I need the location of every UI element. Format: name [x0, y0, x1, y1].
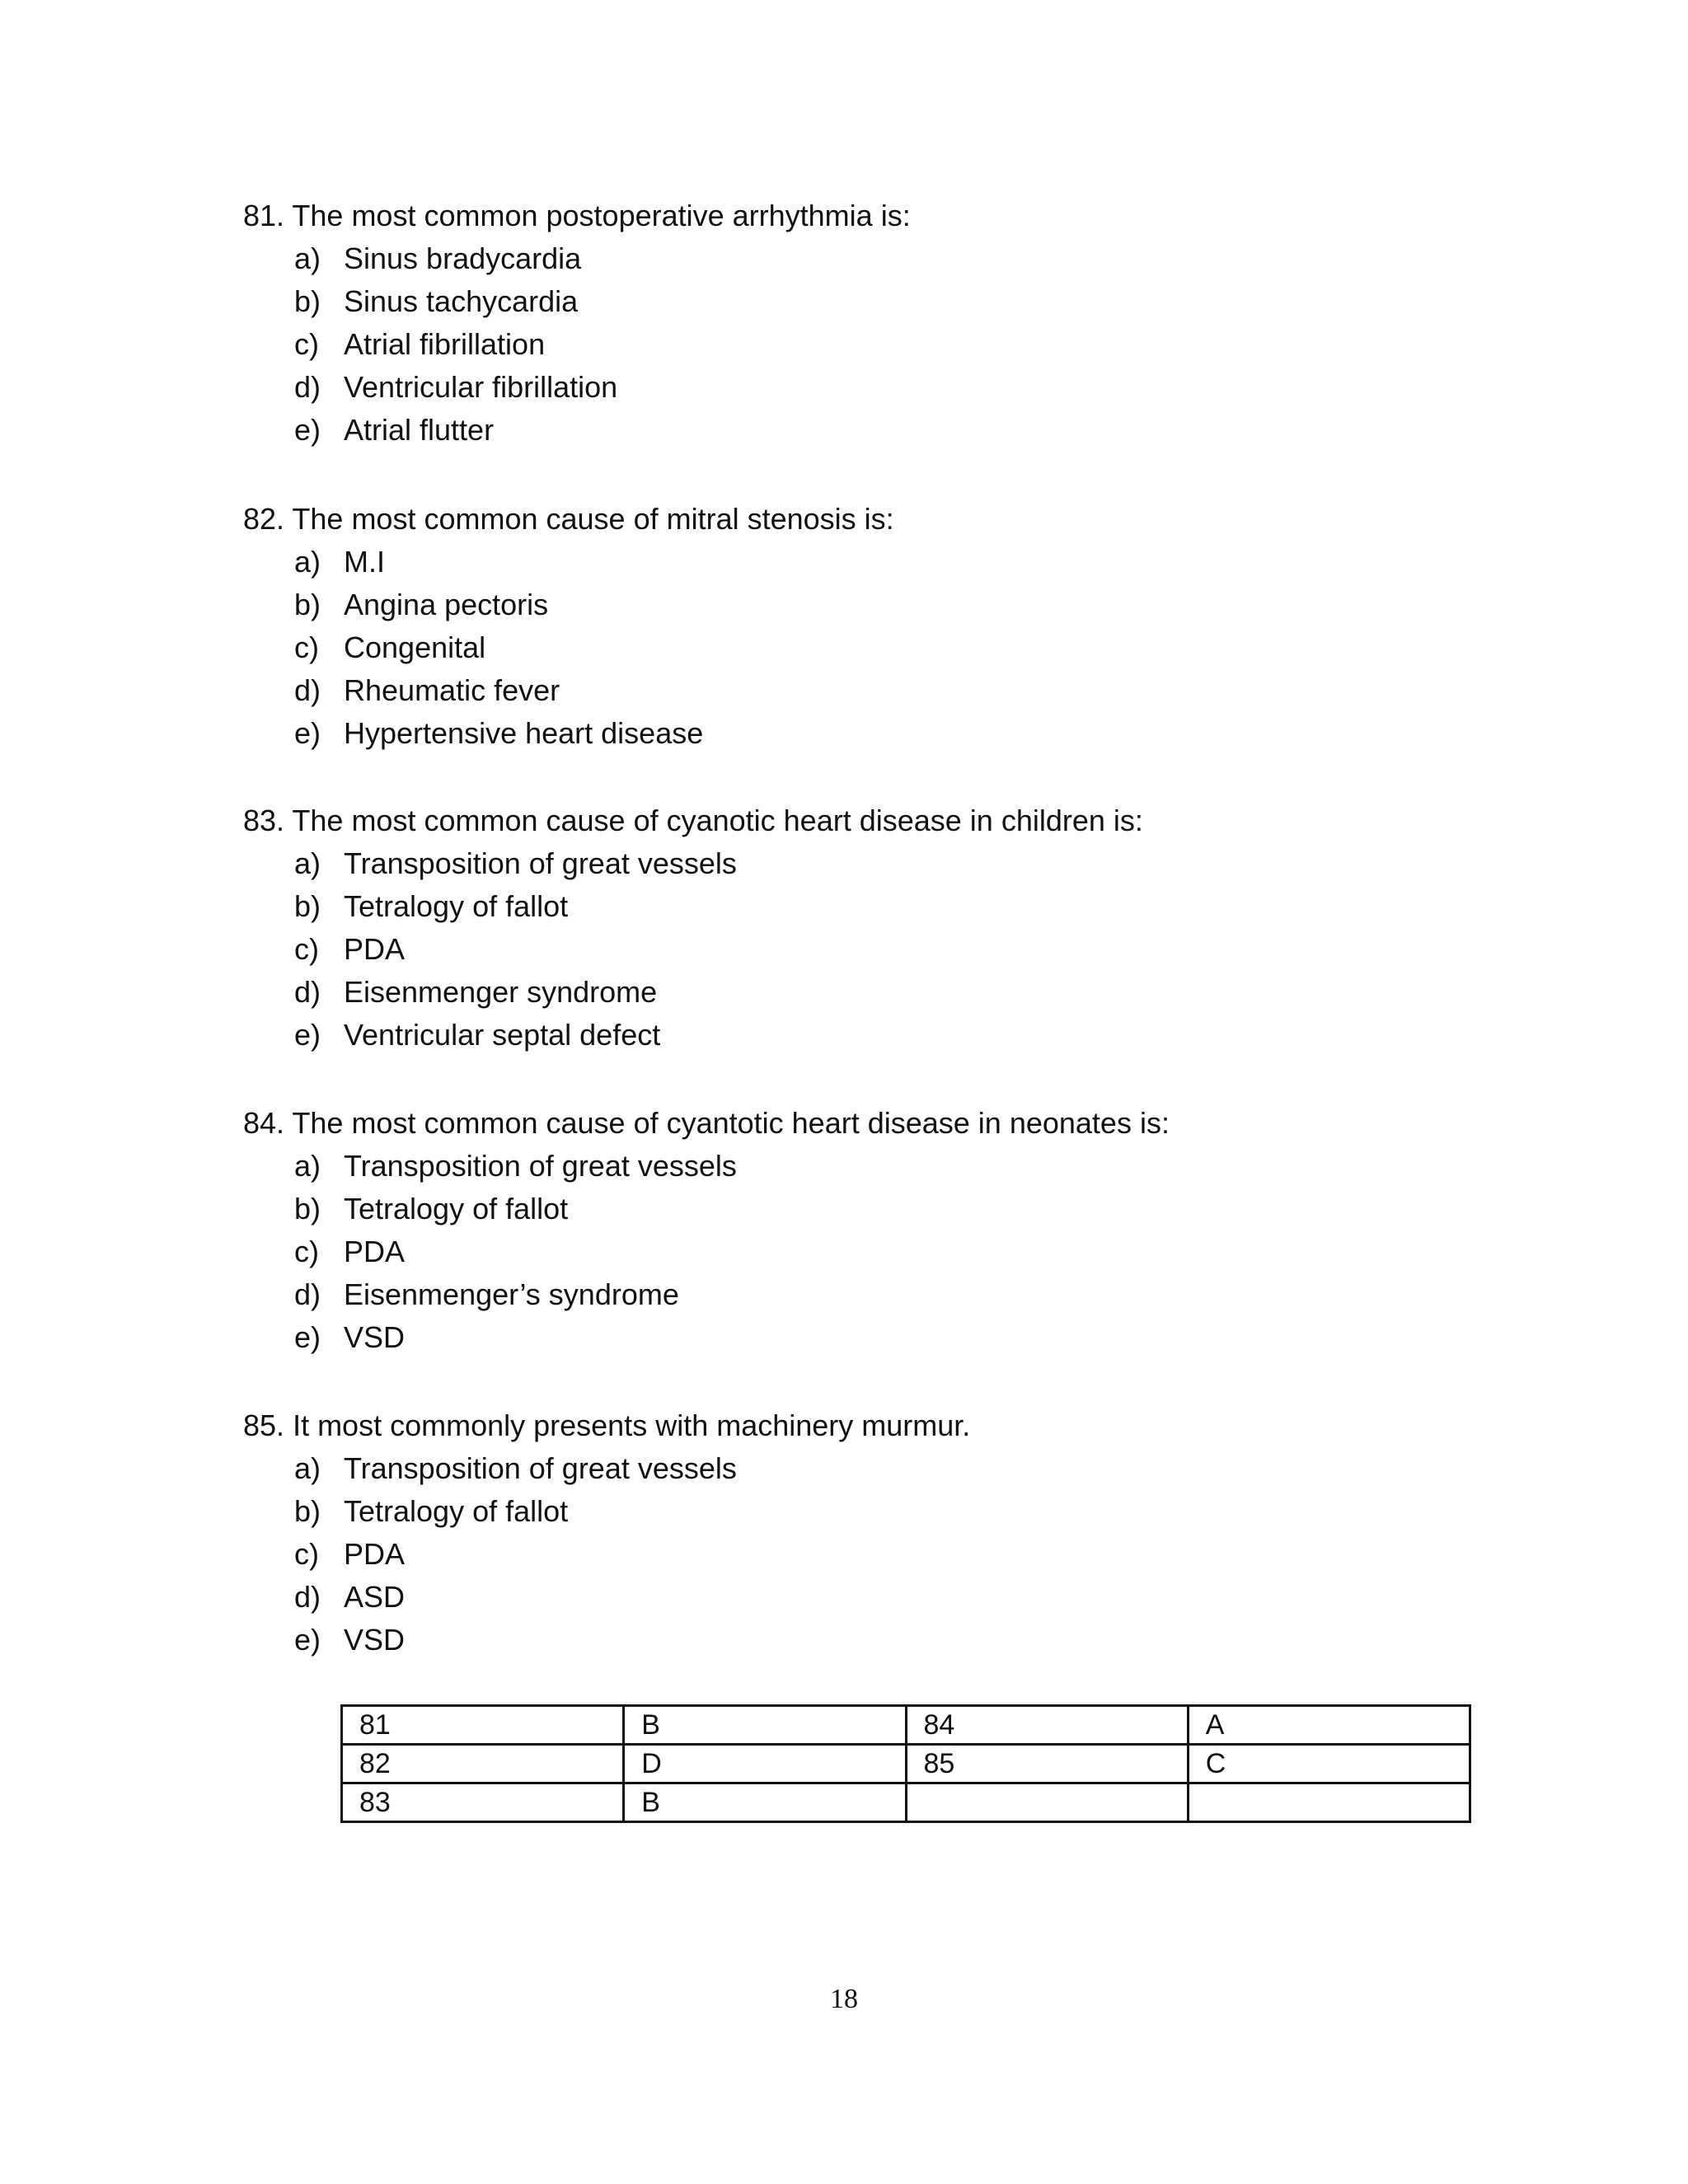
question-number: 81. — [243, 199, 285, 232]
option-letter: d) — [294, 975, 321, 1009]
option-text: Sinus tachycardia — [344, 284, 579, 318]
option-list — [243, 237, 1479, 452]
table-row — [342, 1706, 1470, 1745]
option-letter: b) — [294, 1494, 321, 1528]
option-b — [243, 1490, 1479, 1533]
table-cell: 84 — [906, 1706, 1188, 1745]
option-a — [243, 842, 1479, 885]
option-a — [243, 1447, 1479, 1490]
option-text: M.I — [344, 545, 385, 579]
option-b — [243, 885, 1479, 928]
question-stem — [243, 799, 1479, 842]
question-number: 82. — [243, 502, 285, 536]
question-82 — [243, 498, 1479, 755]
question-text: The most common cause of cyantotic heart disease in neonates is: — [292, 1106, 1170, 1140]
option-text: PDA — [344, 1235, 406, 1268]
option-text: Tetralogy of fallot — [344, 889, 569, 923]
option-letter: e) — [294, 1320, 321, 1354]
option-e — [243, 1316, 1479, 1359]
question-stem — [243, 498, 1479, 541]
option-text: Eisenmenger syndrome — [344, 975, 658, 1009]
option-text: VSD — [344, 1623, 406, 1657]
table-cell: 85 — [906, 1745, 1188, 1783]
option-text: Ventricular fibrillation — [344, 370, 618, 404]
option-d — [243, 669, 1479, 712]
option-list — [243, 842, 1479, 1057]
option-text: Tetralogy of fallot — [344, 1192, 569, 1226]
question-85 — [243, 1404, 1479, 1661]
table-row — [342, 1783, 1470, 1822]
option-letter: a) — [294, 846, 321, 880]
option-letter: c) — [294, 327, 319, 361]
question-stem — [243, 1404, 1479, 1447]
option-letter: d) — [294, 370, 321, 404]
option-text: Transposition of great vessels — [344, 1149, 737, 1183]
option-text: Transposition of great vessels — [344, 846, 737, 880]
option-list — [243, 1447, 1479, 1661]
option-letter: b) — [294, 588, 321, 621]
table-cell — [906, 1783, 1188, 1822]
option-text: Transposition of great vessels — [344, 1451, 737, 1485]
option-text: Congenital — [344, 630, 486, 664]
table-cell: 81 — [342, 1706, 624, 1745]
table-cell: A — [1188, 1706, 1470, 1745]
question-83 — [243, 799, 1479, 1057]
option-letter: e) — [294, 413, 321, 447]
table-row — [342, 1745, 1470, 1783]
option-c — [243, 928, 1479, 971]
option-letter: e) — [294, 1623, 321, 1657]
option-text: Hypertensive heart disease — [344, 716, 704, 750]
option-text: Eisenmenger’s syndrome — [344, 1277, 679, 1311]
option-d — [243, 366, 1479, 409]
option-letter: a) — [294, 1451, 321, 1485]
option-text: ASD — [344, 1580, 406, 1614]
option-letter: c) — [294, 932, 319, 966]
question-text: It most commonly presents with machinery murmur. — [293, 1408, 971, 1442]
option-letter: b) — [294, 284, 321, 318]
option-text: Angina pectoris — [344, 588, 549, 621]
question-number: 84. — [243, 1106, 285, 1140]
table-cell: C — [1188, 1745, 1470, 1783]
option-b — [243, 583, 1479, 626]
option-a — [243, 237, 1479, 280]
option-c — [243, 626, 1479, 669]
table-cell: B — [624, 1783, 906, 1822]
option-letter: e) — [294, 1018, 321, 1052]
option-d — [243, 1576, 1479, 1619]
question-number: 85. — [243, 1408, 285, 1442]
option-c — [243, 1230, 1479, 1273]
option-letter: b) — [294, 1192, 321, 1226]
option-d — [243, 1273, 1479, 1316]
option-text: Rheumatic fever — [344, 673, 560, 707]
option-e — [243, 1014, 1479, 1057]
option-letter: b) — [294, 889, 321, 923]
question-stem — [243, 194, 1479, 237]
option-b — [243, 1188, 1479, 1230]
option-d — [243, 971, 1479, 1014]
option-list — [243, 541, 1479, 755]
option-text: Atrial flutter — [344, 413, 495, 447]
table-cell: D — [624, 1745, 906, 1783]
option-letter: a) — [294, 1149, 321, 1183]
option-letter: c) — [294, 630, 319, 664]
option-text: Sinus bradycardia — [344, 241, 582, 275]
option-a — [243, 541, 1479, 583]
option-e — [243, 712, 1479, 755]
question-text: The most common cause of mitral stenosis is: — [292, 502, 894, 536]
option-letter: e) — [294, 716, 321, 750]
option-letter: d) — [294, 1580, 321, 1614]
option-c — [243, 323, 1479, 366]
option-letter: a) — [294, 241, 321, 275]
table-cell: B — [624, 1706, 906, 1745]
question-81 — [243, 194, 1479, 452]
option-text: Atrial fibrillation — [344, 327, 546, 361]
option-e — [243, 409, 1479, 452]
option-b — [243, 280, 1479, 323]
question-stem — [243, 1102, 1479, 1145]
option-text: Ventricular septal defect — [344, 1018, 661, 1052]
option-e — [243, 1619, 1479, 1661]
option-text: PDA — [344, 932, 406, 966]
table-cell — [1188, 1783, 1470, 1822]
question-number: 83. — [243, 804, 285, 837]
option-letter: c) — [294, 1235, 319, 1268]
option-text: Tetralogy of fallot — [344, 1494, 569, 1528]
option-c — [243, 1533, 1479, 1576]
question-84 — [243, 1102, 1479, 1359]
option-list — [243, 1145, 1479, 1359]
option-letter: d) — [294, 1277, 321, 1311]
answer-key-table — [340, 1704, 1471, 1823]
option-text: VSD — [344, 1320, 406, 1354]
table-cell: 83 — [342, 1783, 624, 1822]
option-letter: c) — [294, 1537, 319, 1571]
option-text: PDA — [344, 1537, 406, 1571]
page-number: 18 — [830, 1984, 858, 2014]
question-text: The most common cause of cyanotic heart disease in children is: — [292, 804, 1143, 837]
table-cell: 82 — [342, 1745, 624, 1783]
question-text: The most common postoperative arrhythmia is: — [292, 199, 911, 232]
option-letter: a) — [294, 545, 321, 579]
option-letter: d) — [294, 673, 321, 707]
option-a — [243, 1145, 1479, 1188]
